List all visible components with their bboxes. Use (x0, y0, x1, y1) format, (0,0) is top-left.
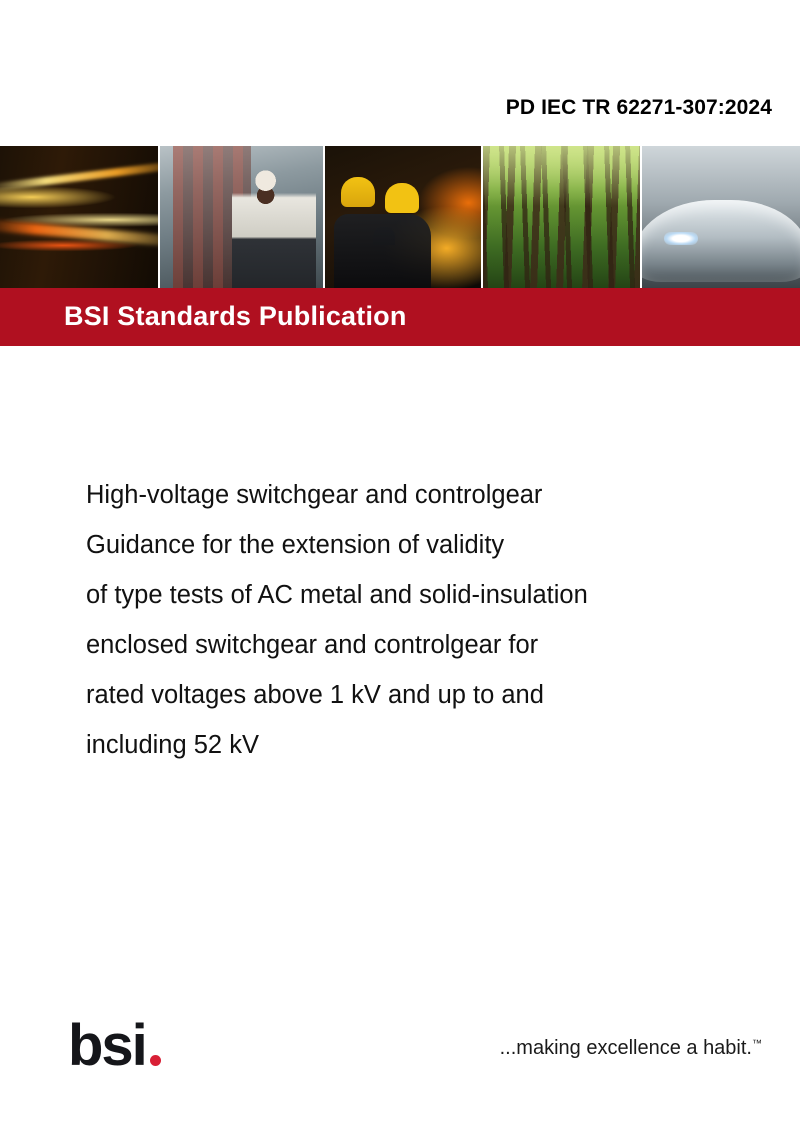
bsi-logo-wordmark: bsi (68, 1012, 146, 1078)
cover-image-strip (0, 146, 800, 288)
warehouse-worker-photo (160, 146, 325, 288)
bsi-logo (68, 1012, 161, 1078)
automotive-assembly-photo (642, 146, 800, 288)
bsi-tagline-text: ...making excellence a habit. (499, 1037, 752, 1059)
forest-photo (483, 146, 642, 288)
bsi-logo-dot-icon (150, 1055, 161, 1066)
title-line: enclosed switchgear and controlgear for (86, 631, 539, 659)
title-line: Guidance for the extension of validity (86, 531, 505, 559)
banner-label: BSI Standards Publication (64, 301, 407, 331)
title-line: High-voltage switchgear and controlgear (86, 481, 543, 509)
title-line: including 52 kV (86, 731, 259, 759)
document-title (86, 470, 766, 770)
title-line: of type tests of AC metal and solid-insulation (86, 581, 588, 609)
night-traffic-light-trails-photo (0, 146, 160, 288)
trademark-mark: ™ (752, 1038, 762, 1050)
standard-number: PD IEC TR 62271-307:2024 (505, 96, 772, 119)
title-line: rated voltages above 1 kV and up to and (86, 681, 544, 709)
firefighters-photo (325, 146, 483, 288)
bsi-tagline (500, 1037, 762, 1060)
